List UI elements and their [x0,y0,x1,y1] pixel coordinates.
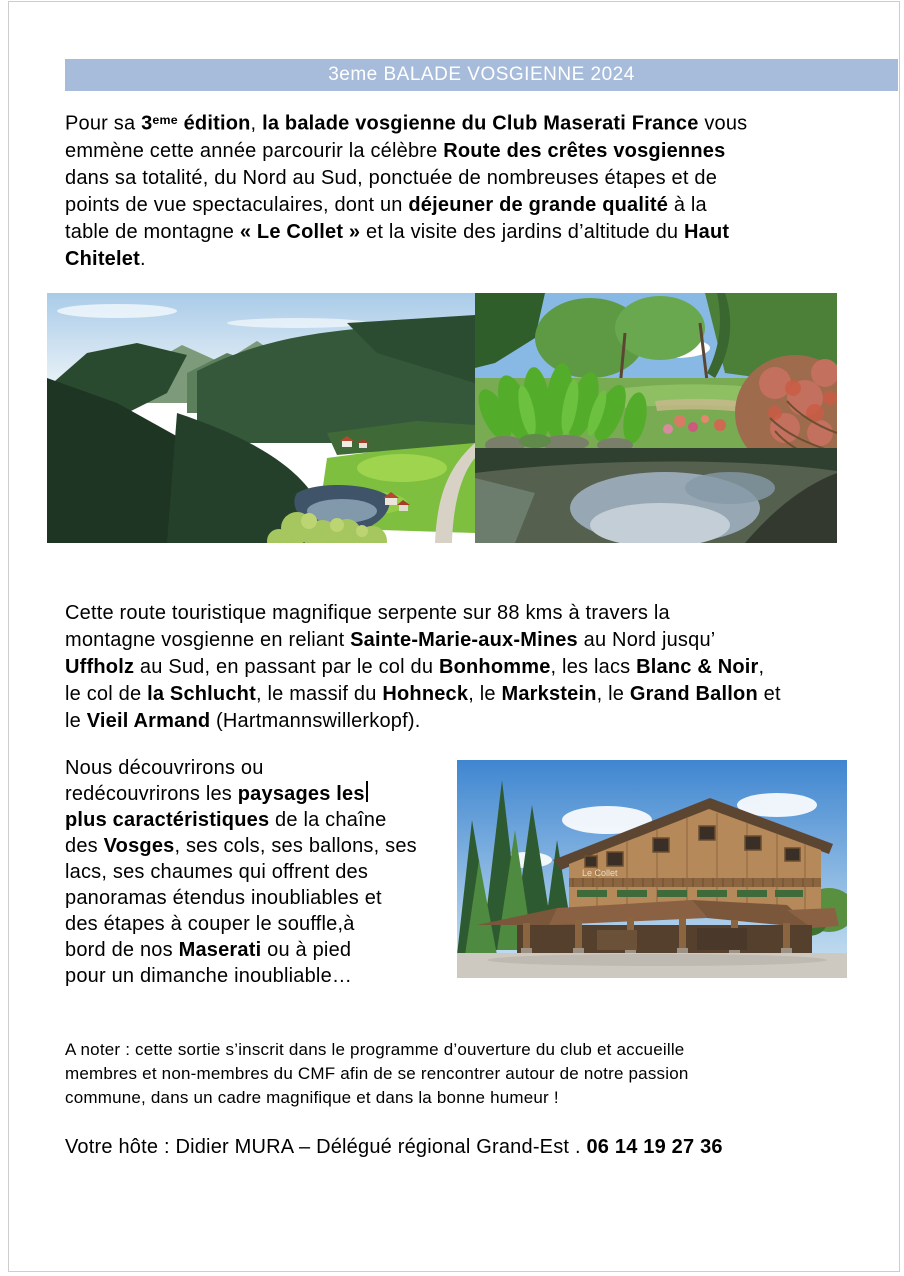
landscapes-section [65,755,847,989]
svg-text:Le Collet: Le Collet [582,867,618,878]
page-content [65,59,898,1159]
paragraph-route: Cette route touristique magnifique serpente sur 88 kms à travers la montagne vosgienne en reliant Sainte-Marie-aux-Mines au Nord jusqu’ Uffholz au Sud, en passant par le col du Bonhomme, les lacs Blanc & Noir, le col de la Schlucht, le massif du Hohneck, le Markstein, le Grand Ballon et le Vieil Armand (Hartmannswillerkopf). [65,601,781,732]
paragraph-note: A noter : cette sortie s’inscrit dans le programme d’ouverture du club et accueille membres et non-membres du CMF afin de se rencontrer autour de notre passion commune, dans un cadre magnifique et dans la bonne humeur ! [65,1039,689,1107]
le-collet-mountain-hotel-photo [457,760,847,978]
page-title: 3eme BALADE VOSGIENNE 2024 [328,64,635,85]
photo-row [47,293,837,543]
vosges-valley-lake-photo [47,293,475,543]
paragraph-host: Votre hôte : Didier MURA – Délégué régional Grand-Est . 06 14 19 27 36 [65,1135,723,1158]
title-banner [65,59,898,91]
paragraph-landscapes: Nous découvrirons ou redécouvrirons les paysages les plus caractéristiques de la chaîne des Vosges, ses cols, ses ballons, ses lacs, ses chaumes qui offrent des panoramas étendus inoubliables et des étapes à couper le souffle,à bord de nos Maserati ou à pied pour un dimanche inoubliable… [65,756,417,987]
haut-chitelet-garden-pond-photo [475,293,837,543]
paragraph-intro: Pour sa 3eme édition, la balade vosgienne du Club Maserati France vous emmène cette année parcourir la célèbre Route des crêtes vosgiennes dans sa totalité, du Nord au Sud, ponctuée de nombreuses étapes et de points de vue spectaculaires, dont un déjeuner de grande qualité à la table de montagne « Le Collet » et la visite des jardins d’altitude du Haut Chitelet. [65,112,748,270]
